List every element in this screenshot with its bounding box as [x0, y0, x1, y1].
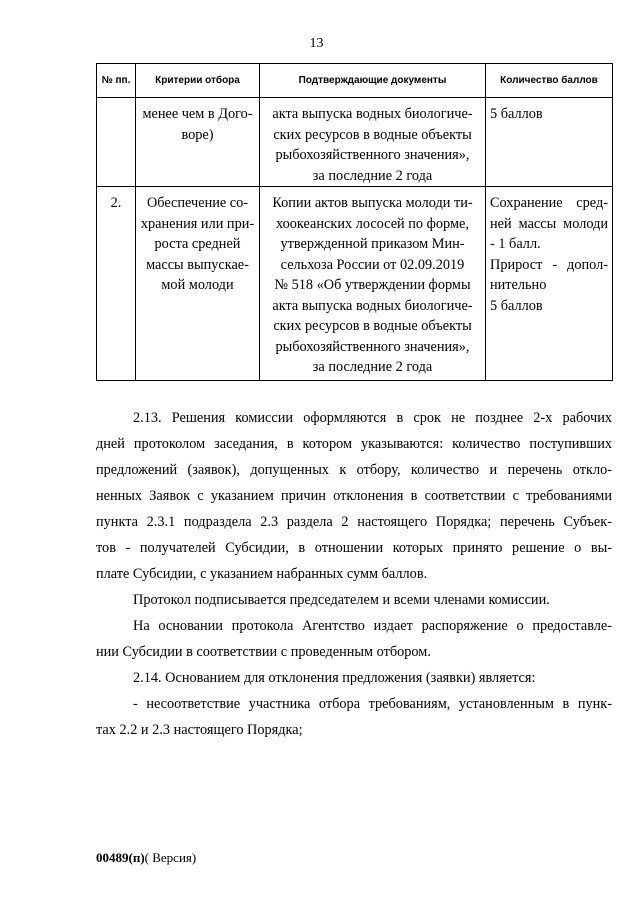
- paragraph-2-14: [96, 665, 612, 691]
- docs-line: № 518 «Об утверждении формы: [274, 277, 471, 293]
- criteria-line: хранения или при-: [140, 215, 255, 232]
- row-criteria: [136, 98, 260, 187]
- page-number: 13: [309, 36, 324, 51]
- points-line: нительно: [490, 277, 547, 293]
- header-criteria: Критерии отбора: [136, 64, 260, 98]
- criteria-line: воре): [181, 126, 214, 143]
- header-documents: Подтверждающие документы: [260, 64, 486, 98]
- row-points: [486, 98, 613, 187]
- text-line: 2.13. Решения комиссии оформляются в срок не позднее 2-х рабочих: [133, 410, 612, 426]
- docs-line: рыбохозяйственного значения»,: [275, 338, 470, 355]
- text-line: Протокол подписывается председателем и всеми членами комиссии.: [133, 592, 550, 608]
- row-documents: [260, 187, 486, 381]
- points-line: Прирост - допол-: [490, 256, 608, 273]
- body-text: [96, 405, 612, 743]
- paragraph-protocol: [96, 587, 612, 613]
- text-line: пункта 2.3.1 подраздела 2.3 раздела 2 настоящего Порядка; перечень Субъек-: [96, 514, 612, 530]
- docs-line: ских ресурсов в водные объекты: [273, 318, 472, 334]
- docs-line: за последние 2 года: [312, 167, 433, 184]
- points-line: - 1 балл.: [490, 236, 541, 252]
- docs-line: ских ресурсов в водные объекты: [273, 126, 472, 143]
- points-line: 5 баллов: [490, 297, 543, 314]
- docs-line: акта выпуска водных биологиче-: [272, 106, 473, 122]
- docs-line: утвержденной приказом Мин-: [280, 236, 465, 252]
- row-documents: [260, 98, 486, 187]
- document-footer: [96, 850, 196, 866]
- text-line: 2.14. Основанием для отклонения предложения (заявки) является:: [133, 670, 536, 686]
- docs-line: акта выпуска водных биологиче-: [272, 297, 473, 314]
- criteria-line: массы выпускае-: [146, 256, 249, 273]
- text-line: ненных Заявок с указанием причин отклонения в соответствии с требованиями: [96, 488, 612, 504]
- criteria-line: мой молоди: [161, 277, 234, 293]
- table-row: [97, 187, 613, 381]
- text-line: - несоответствие участника отбора требованиям, установленным в пунк-: [133, 696, 612, 712]
- header-points: Количество баллов: [486, 64, 613, 98]
- header-number: № пп.: [97, 64, 136, 98]
- table-row: [97, 98, 613, 187]
- document-code: 00489(п): [96, 850, 145, 865]
- text-line: предложений (заявок), допущенных к отбору, количество и перечень откло-: [96, 462, 612, 478]
- criteria-table: [96, 63, 613, 381]
- docs-line: хоокеанских лососей по форме,: [276, 215, 469, 232]
- row-number: 2.: [97, 187, 136, 381]
- table-header-row: [97, 64, 613, 98]
- points-line: ней массы молоди: [490, 215, 608, 232]
- text-line: На основании протокола Агентство издает распоряжение о предоставле-: [133, 618, 612, 634]
- row-number: [97, 98, 136, 187]
- paragraph-mismatch: [96, 691, 612, 743]
- row-criteria: [136, 187, 260, 381]
- points-line: 5 баллов: [490, 106, 543, 122]
- docs-line: за последние 2 года: [312, 359, 433, 375]
- docs-line: сельхоза России от 02.09.2019: [280, 256, 465, 273]
- criteria-line: Обеспечение со-: [146, 195, 249, 211]
- text-line: нии Субсидии в соответствии с проведенным отбором.: [96, 644, 431, 660]
- paragraph-2-13: [96, 405, 612, 587]
- docs-line: рыбохозяйственного значения»,: [275, 147, 470, 163]
- text-line: тов - получателей Субсидии, в отношении которых принято решение о вы-: [96, 540, 612, 556]
- text-line: тах 2.2 и 2.3 настоящего Порядка;: [96, 722, 303, 738]
- criteria-line: менее чем в Дого-: [142, 106, 253, 122]
- row-points: [486, 187, 613, 381]
- points-line: Сохранение сред-: [490, 195, 608, 211]
- docs-line: Копии актов выпуска молоди ти-: [272, 195, 473, 211]
- criteria-line: роста средней: [154, 236, 241, 252]
- text-line: плате Субсидии, с указанием набранных сумм баллов.: [96, 566, 428, 582]
- paragraph-agency: [96, 613, 612, 665]
- text-line: дней протоколом заседания, в котором указываются: количество поступивших: [96, 436, 612, 452]
- document-version: ( Версия): [144, 850, 197, 865]
